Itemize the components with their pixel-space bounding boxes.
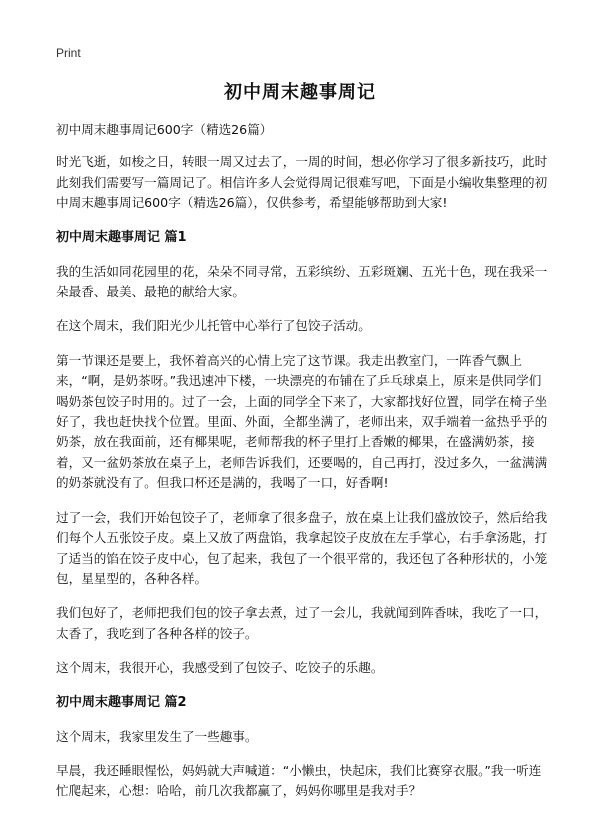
intro-paragraph: 时光飞逝，如梭之日，转眼一周又过去了，一周的时间，想必你学习了很多新技巧，此时此刻我们需要写一篇周记了。相信许多人会觉得周记很难写吧，下面是小编收集整理的初中周末趣事周记600字（精选26篇），仅供参考，希望能够帮助到大家!	[56, 154, 548, 211]
article-body	[56, 120, 552, 816]
paragraph: 我的生活如同花园里的花，朵朵不同寻常，五彩缤纷、五彩斑斓、五光十色，现在我采一朵最香、最美、最艳的献给大家。	[56, 263, 548, 300]
paragraph: 过了一会，我们开始包饺子了，老师拿了很多盘子，放在桌上让我们盛放饺子，然后给我们每个人五张饺子皮。桌上又放了两盘馅，我拿起饺子皮放在左手掌心，右手拿汤匙，打了适当的馅在饺子皮中心，包了起来，我包了一个很平常的，我还包了各种形状的，小笼包，星星型的，各种各样。	[56, 509, 548, 586]
article-subtitle: 初中周末趣事周记600字（精选26篇）	[56, 122, 273, 137]
section-heading-1: 初中周末趣事周记 篇1	[56, 229, 187, 245]
page-title: 初中周末趣事周记	[224, 82, 376, 103]
paragraph: 这个周末，我家里发生了一些趣事。	[56, 728, 258, 744]
paragraph: 我们包好了，老师把我们包的饺子拿去煮，过了一会儿，我就闻到阵香味，我吃了一口，太香了，我吃到了各种各样的饺子。	[56, 605, 548, 641]
paragraph: 早晨，我还睡眼惺忪，妈妈就大声喊道：“小懒虫，快起床，我们比赛穿衣服。”我一听连忙爬起来，心想：哈哈，前几次我都赢了，妈妈你哪里是我对手？	[56, 762, 542, 799]
paragraph: 第一节课还是要上，我怀着高兴的心情上完了这节课。我走出教室门，一阵香气飘上来，“啊，是奶茶呀。”我迅速冲下楼，一块漂亮的布铺在了乒乓球桌上，原来是供同学们喝奶茶包饺子时用的。过了一会，上面的同学全下来了，大家都找好位置，同学在椅子坐好了，我也赶快找个位置。里面、外面，全都坐满了，老师出来，双手端着一盆热乎乎的奶茶，放在我面前，还有椰果呢，老师帮我的杯子里打上香嫩的椰果，在盛满奶茶，接着，又一盆奶茶放在桌子上，老师告诉我们，还要喝的，自己再打，没过多久，一盆满满的奶茶就没有了。但我口杯还是满的，我喝了一口，好香啊!	[56, 352, 548, 491]
paragraph: 在这个周末，我们阳光少儿托管中心举行了包饺子活动。	[56, 318, 371, 334]
paragraph: 这个周末，我很开心，我感受到了包饺子、吃饺子的乐趣。	[56, 660, 384, 676]
print-link[interactable]: Print	[56, 46, 81, 60]
section-heading-2: 初中周末趣事周记 篇2	[56, 694, 187, 710]
